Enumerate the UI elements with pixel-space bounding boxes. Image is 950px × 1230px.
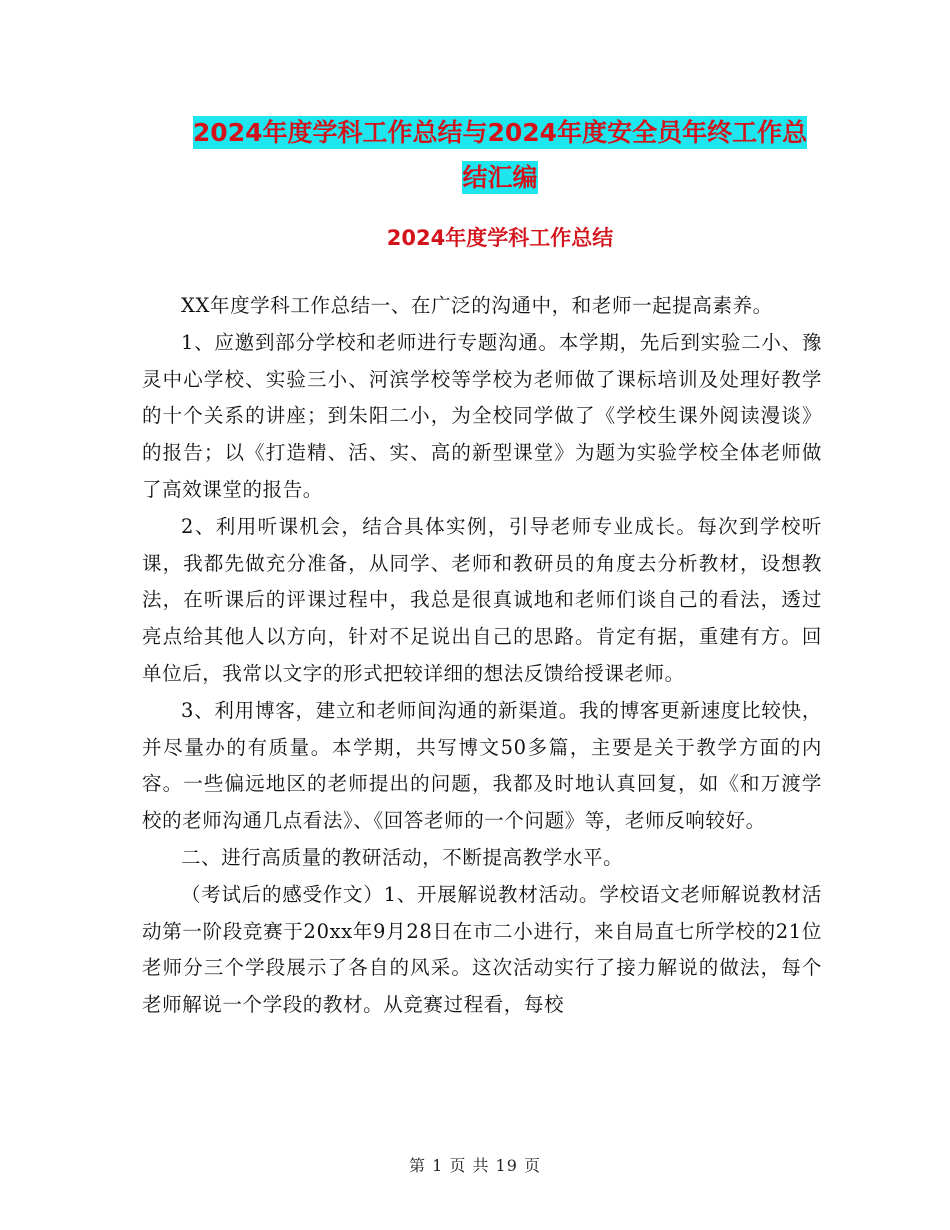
document-title-line-2 [120,158,880,194]
paragraph: （考试后的感受作文）1、开展解说教材活动。学校语文老师解说教材活动第一阶段竞赛于20xx年9月28日在市二小进行，来自局直七所学校的21位老师分三个学段展示了各自的风采。这次活动实行了接力解说的做法，每个老师解说一个学段的教材。从竞赛过程看，每校 [142,882,822,1017]
section-title: 2024年度学科工作总结 [386,226,614,250]
page-footer: 第 1 页 共 19 页 [409,1156,541,1175]
document-title-line-1 [120,113,880,149]
paragraph: 1、应邀到部分学校和老师进行专题沟通。本学期，先后到实验二小、豫灵中心学校、实验三小、河滨学校等学校为老师做了课标培训及处理好教学的十个关系的讲座；到朱阳二小，为全校同学做了《学校生课外阅读漫谈》的报告；以《打造精、活、实、高的新型课堂》为题为实验学校全体老师做了高效课堂的报告。 [142,330,822,501]
title-highlight: 2024年度学科工作总结与2024年度安全员年终工作总 [192,118,808,147]
paragraph: XX年度学科工作总结一、在广泛的沟通中，和老师一起提高素养。 [181,294,773,317]
paragraph: 二、进行高质量的教研活动，不断提高教学水平。 [181,845,624,869]
title-highlight: 结汇编 [462,163,538,192]
paragraph: 2、利用听课机会，结合具体实例，引导老师专业成长。每次到学校听课，我都先做充分准备，从同学、老师和教研员的角度去分析教材，设想教法，在听课后的评课过程中，我总是很真诚地和老师们谈自己的看法，透过亮点给其他人以方向，针对不足说出自己的思路。肯定有据，重建有方。回单位后，我常以文字的形式把较详细的想法反馈给授课老师。 [142,514,822,685]
paragraph: 3、利用博客，建立和老师间沟通的新渠道。我的博客更新速度比较快，并尽量办的有质量。本学期，共写博文50多篇，主要是关于教学方面的内容。一些偏远地区的老师提出的问题，我都及时地认真回复，如《和万渡学校的老师沟通几点看法》、《回答老师的一个问题》等，老师反响较好。 [142,698,822,833]
body-text [142,288,822,1024]
